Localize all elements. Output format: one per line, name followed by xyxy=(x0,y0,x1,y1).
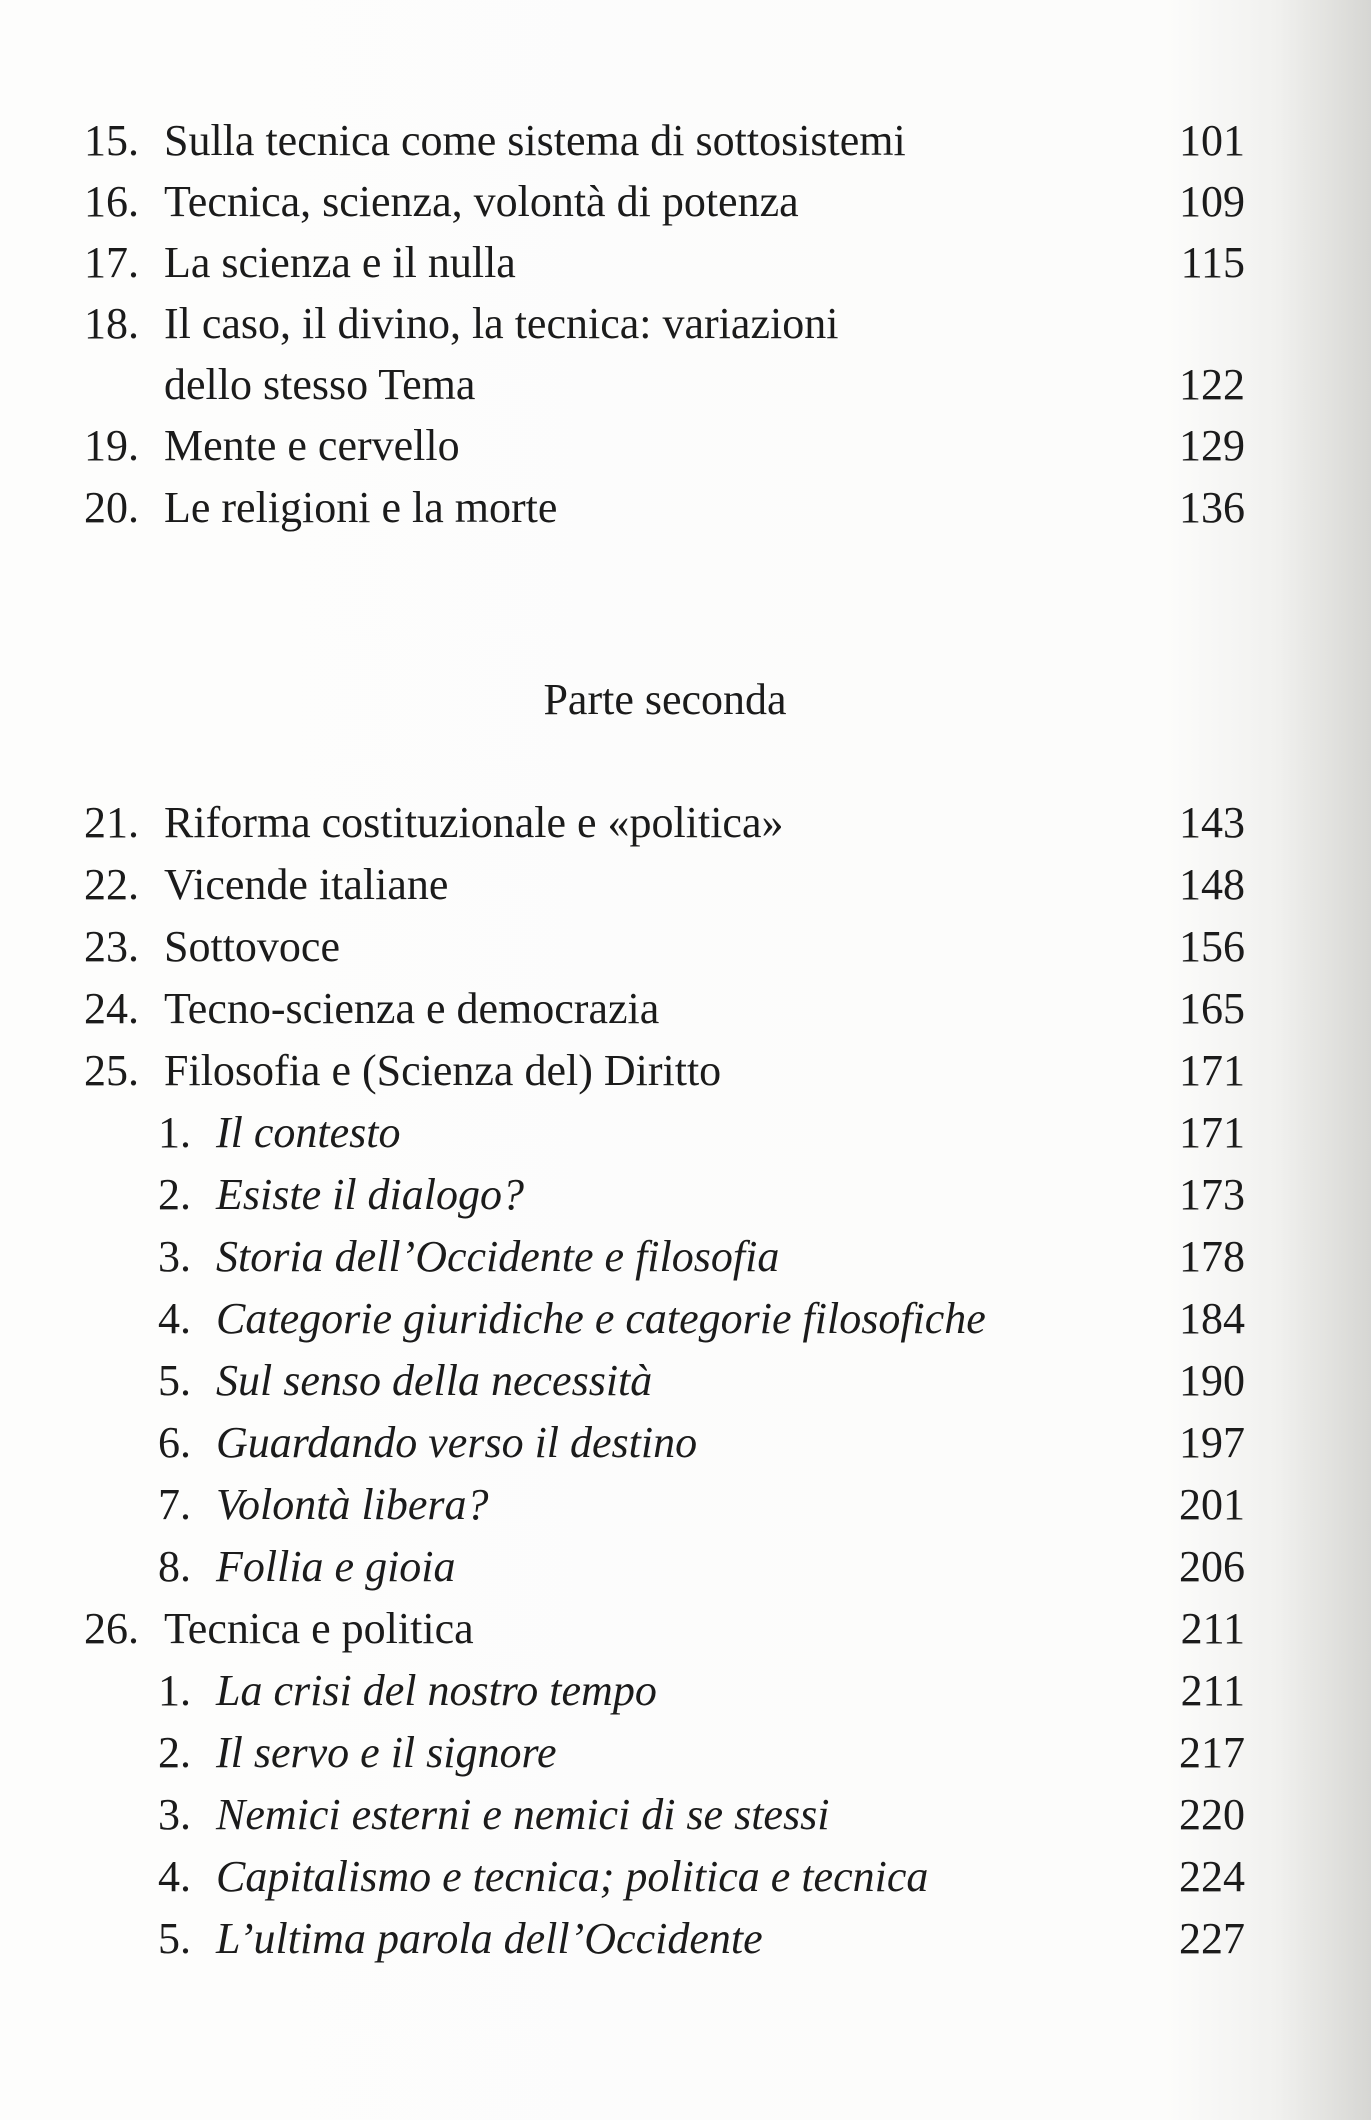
entry-number: 1. xyxy=(158,1108,191,1157)
entry-title: Guardando verso il destino xyxy=(216,1418,698,1467)
entry-title: Sulla tecnica come sistema di sottosistemi xyxy=(164,116,906,165)
entry-number: 15. xyxy=(84,116,139,165)
entry-title: Vicende italiane xyxy=(164,860,449,909)
toc-subentry xyxy=(0,1165,1371,1225)
toc-subentry xyxy=(0,1103,1371,1163)
toc-entry xyxy=(0,416,1371,476)
entry-title: Tecnica, scienza, volontà di potenza xyxy=(164,177,799,226)
entry-title: Le religioni e la morte xyxy=(164,483,558,532)
entry-page: 122 xyxy=(1179,360,1245,409)
entry-number: 22. xyxy=(84,860,139,909)
toc-subentry xyxy=(0,1227,1371,1287)
entry-title: Il contesto xyxy=(216,1108,401,1157)
entry-page: 220 xyxy=(1179,1790,1245,1839)
entry-page: 115 xyxy=(1180,238,1245,287)
entry-page: 201 xyxy=(1179,1480,1245,1529)
toc-entry xyxy=(0,478,1371,538)
toc-entry xyxy=(0,172,1371,232)
entry-number: 5. xyxy=(158,1356,191,1405)
toc-subentry xyxy=(0,1475,1371,1535)
entry-title: Volontà libera? xyxy=(216,1480,489,1529)
toc-entry xyxy=(0,793,1371,853)
entry-title: Sul senso della necessità xyxy=(216,1356,653,1405)
entry-number: 16. xyxy=(84,177,139,226)
toc-subentry xyxy=(0,1847,1371,1907)
entry-page: 148 xyxy=(1179,860,1245,909)
toc-entry xyxy=(0,111,1371,171)
entry-title: Esiste il dialogo? xyxy=(216,1170,524,1219)
entry-title: La scienza e il nulla xyxy=(164,238,516,287)
toc-entry xyxy=(0,855,1371,915)
entry-page: 171 xyxy=(1179,1046,1245,1095)
entry-page: 101 xyxy=(1179,116,1245,165)
toc-entry xyxy=(0,294,1371,354)
entry-title: Mente e cervello xyxy=(164,421,460,470)
entry-number: 23. xyxy=(84,922,139,971)
part-heading: Parte seconda xyxy=(543,675,787,724)
entry-title: Tecnica e politica xyxy=(164,1604,474,1653)
entry-title: Nemici esterni e nemici di se stessi xyxy=(216,1790,830,1839)
entry-title: Categorie giuridiche e categorie filosofiche xyxy=(216,1294,986,1343)
entry-page: 190 xyxy=(1179,1356,1245,1405)
entry-number: 5. xyxy=(158,1914,191,1963)
entry-title: La crisi del nostro tempo xyxy=(216,1666,657,1715)
entry-page: 197 xyxy=(1179,1418,1245,1467)
entry-page: 143 xyxy=(1179,798,1245,847)
toc-entry-continuation xyxy=(0,355,1371,415)
toc-subentry xyxy=(0,1723,1371,1783)
entry-number: 8. xyxy=(158,1542,191,1591)
entry-page: 217 xyxy=(1179,1728,1245,1777)
entry-title: Filosofia e (Scienza del) Diritto xyxy=(164,1046,722,1095)
toc-subentry xyxy=(0,1351,1371,1411)
entry-number: 1. xyxy=(158,1666,191,1715)
entry-title: Il servo e il signore xyxy=(216,1728,557,1777)
entry-number: 6. xyxy=(158,1418,191,1467)
entry-page: 156 xyxy=(1179,922,1245,971)
entry-title: Tecno-scienza e democrazia xyxy=(164,984,660,1033)
entry-page: 173 xyxy=(1179,1170,1245,1219)
entry-number: 2. xyxy=(158,1170,191,1219)
entry-page: 171 xyxy=(1179,1108,1245,1157)
entry-page: 206 xyxy=(1179,1542,1245,1591)
entry-page: 211 xyxy=(1180,1666,1245,1715)
entry-number: 20. xyxy=(84,483,139,532)
entry-number: 7. xyxy=(158,1480,191,1529)
entry-page: 136 xyxy=(1179,483,1245,532)
toc-subentry xyxy=(0,1413,1371,1473)
entry-page: 211 xyxy=(1180,1604,1245,1653)
toc-entry xyxy=(0,233,1371,293)
entry-page: 184 xyxy=(1179,1294,1245,1343)
entry-title: Follia e gioia xyxy=(216,1542,456,1591)
entry-title: dello stesso Tema xyxy=(164,360,476,409)
toc-entry xyxy=(0,1599,1371,1659)
toc-subentry xyxy=(0,1909,1371,1969)
entry-title: Sottovoce xyxy=(164,922,340,971)
toc-subentry xyxy=(0,1537,1371,1597)
toc-entry xyxy=(0,1041,1371,1101)
entry-page: 227 xyxy=(1179,1914,1245,1963)
entry-number: 26. xyxy=(84,1604,139,1653)
entry-number: 21. xyxy=(84,798,139,847)
entry-number: 2. xyxy=(158,1728,191,1777)
toc-entry xyxy=(0,917,1371,977)
entry-number: 24. xyxy=(84,984,139,1033)
entry-title: Storia dell’Occidente e filosofia xyxy=(216,1232,780,1281)
entry-number: 4. xyxy=(158,1852,191,1901)
entry-page: 109 xyxy=(1179,177,1245,226)
entry-title: Il caso, il divino, la tecnica: variazioni xyxy=(164,299,839,348)
entry-number: 25. xyxy=(84,1046,139,1095)
entry-title: L’ultima parola dell’Occidente xyxy=(216,1914,763,1963)
entry-number: 19. xyxy=(84,421,139,470)
entry-page: 178 xyxy=(1179,1232,1245,1281)
entry-page: 129 xyxy=(1179,421,1245,470)
entry-number: 3. xyxy=(158,1790,191,1839)
entry-title: Riforma costituzionale e «politica» xyxy=(164,798,784,847)
entry-page: 224 xyxy=(1179,1852,1245,1901)
toc-entry xyxy=(0,979,1371,1039)
toc-subentry xyxy=(0,1661,1371,1721)
entry-number: 17. xyxy=(84,238,139,287)
entry-number: 4. xyxy=(158,1294,191,1343)
toc-subentry xyxy=(0,1289,1371,1349)
entry-title: Capitalismo e tecnica; politica e tecnica xyxy=(216,1852,929,1901)
entry-number: 18. xyxy=(84,299,139,348)
entry-number: 3. xyxy=(158,1232,191,1281)
toc-subentry xyxy=(0,1785,1371,1845)
entry-page: 165 xyxy=(1179,984,1245,1033)
